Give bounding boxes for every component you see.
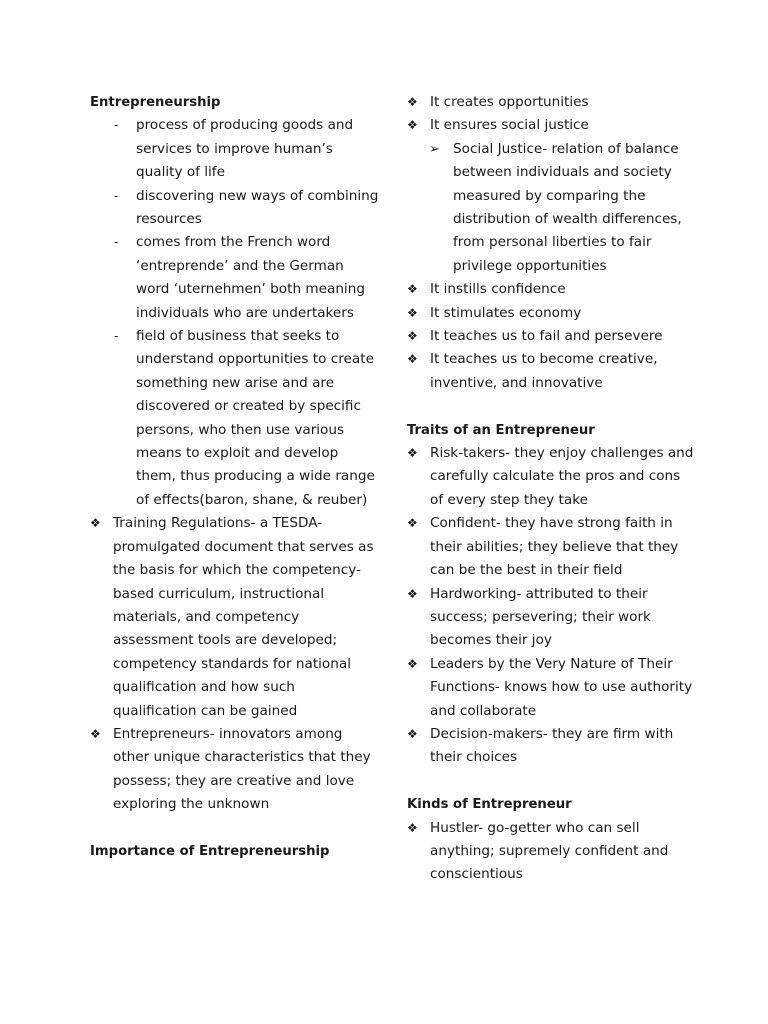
dash-item-text: comes from the French word ‘entreprende’ and the German word ‘uternehmen’ both meaning individuals who are undertakers [136,234,365,321]
diamond-bullet-icon: ❖ [407,586,418,601]
importance-item-text: It teaches us to fail and persevere [430,328,663,345]
heading-entrepreneurship: Entrepreneurship [90,95,221,110]
dash-item [90,325,380,512]
trait-item-text: Hardworking- attributed to their success; persevering; their work becomes their joy [430,585,651,649]
dash-marker: - [114,118,119,133]
trait-item-text: Leaders by the Very Nature of Their Functions- knows how to use authority and collaborate [430,655,693,719]
heading-traits: Traits of an Entrepreneur [407,422,595,438]
left-column [90,91,380,863]
dash-marker: - [114,188,119,203]
bullet-item-text: Training Regulations- a TESDA-promulgated document that serves as the basis for which the competency-based curriculum, instructional materials, and competency assessment tools are developed; competency standards for national qualification and how such qualification can be gained [113,515,374,719]
dash-item [90,114,380,184]
arrow-bullet-icon: ➢ [429,141,440,157]
diamond-bullet-icon: ❖ [90,726,101,741]
bullet-item [90,512,380,723]
importance-item [407,278,697,301]
trait-item-text: Confident- they have strong faith in their abilities; they believe that they can be the best in their field [430,515,679,579]
importance-item [407,348,697,395]
right-column [407,91,697,887]
kind-item [407,817,697,887]
social-justice-subitem [407,138,697,278]
importance-item [407,302,697,325]
diamond-bullet-icon: ❖ [407,329,418,344]
diamond-bullet-icon: ❖ [407,305,418,320]
diamond-bullet-icon: ❖ [407,446,418,461]
importance-item-text: It instills confidence [430,281,566,298]
trait-item [407,583,697,653]
bullet-item [90,723,380,817]
dash-marker: - [114,235,119,250]
importance-item [407,91,697,114]
dash-item [90,185,380,232]
bullet-item-text: Entrepreneurs- innovators among other unique characteristics that they possess; they are creative and love exploring the unknown [113,725,371,813]
diamond-bullet-icon: ❖ [90,516,101,531]
importance-item-text: It creates opportunities [430,94,589,110]
diamond-bullet-icon: ❖ [407,282,418,297]
trait-item [407,512,697,582]
importance-item-text: It ensures social justice [430,117,589,134]
dash-item-text: process of producing goods and services to improve human’s quality of life [136,117,354,181]
importance-item [407,114,697,137]
diamond-bullet-icon: ❖ [407,352,418,367]
dash-item-text: discovering new ways of combining resources [136,187,379,228]
blank-line [90,817,380,840]
dash-marker: - [114,329,119,344]
importance-item-text: It teaches us to become creative, inventive, and innovative [430,351,658,391]
trait-item [407,723,697,770]
diamond-bullet-icon: ❖ [407,516,418,531]
trait-item-text: Risk-takers- they enjoy challenges and carefully calculate the pros and cons of every step they take [430,445,694,508]
diamond-bullet-icon: ❖ [407,726,418,741]
diamond-bullet-icon: ❖ [407,118,418,133]
dash-item [90,231,380,325]
heading-importance: Importance of Entrepreneurship [90,843,330,859]
diamond-bullet-icon: ❖ [407,656,418,671]
importance-item [407,325,697,348]
blank-line [407,770,697,793]
importance-item-text: It stimulates economy [430,304,582,321]
kind-item-text: Hustler- go-getter who can sell anything; supremely confident and conscientious [430,819,669,883]
trait-item [407,442,697,512]
diamond-bullet-icon: ❖ [407,820,418,835]
diamond-bullet-icon: ❖ [407,95,418,109]
social-justice-text: Social Justice- relation of balance between individuals and society measured by comparing the distribution of wealth differences, from personal liberties to fair privilege opportunities [453,140,682,274]
dash-item-text: field of business that seeks to understand opportunities to create something new arise and are discovered or created by specific persons, who then use various means to exploit and develop them, thus producing a wide range of effects(baron, shane, & reuber) [136,328,375,508]
trait-item-text: Decision-makers- they are firm with their choices [430,725,674,766]
heading-kinds: Kinds of Entrepreneur [407,797,572,813]
trait-item [407,653,697,723]
blank-line [407,395,697,418]
